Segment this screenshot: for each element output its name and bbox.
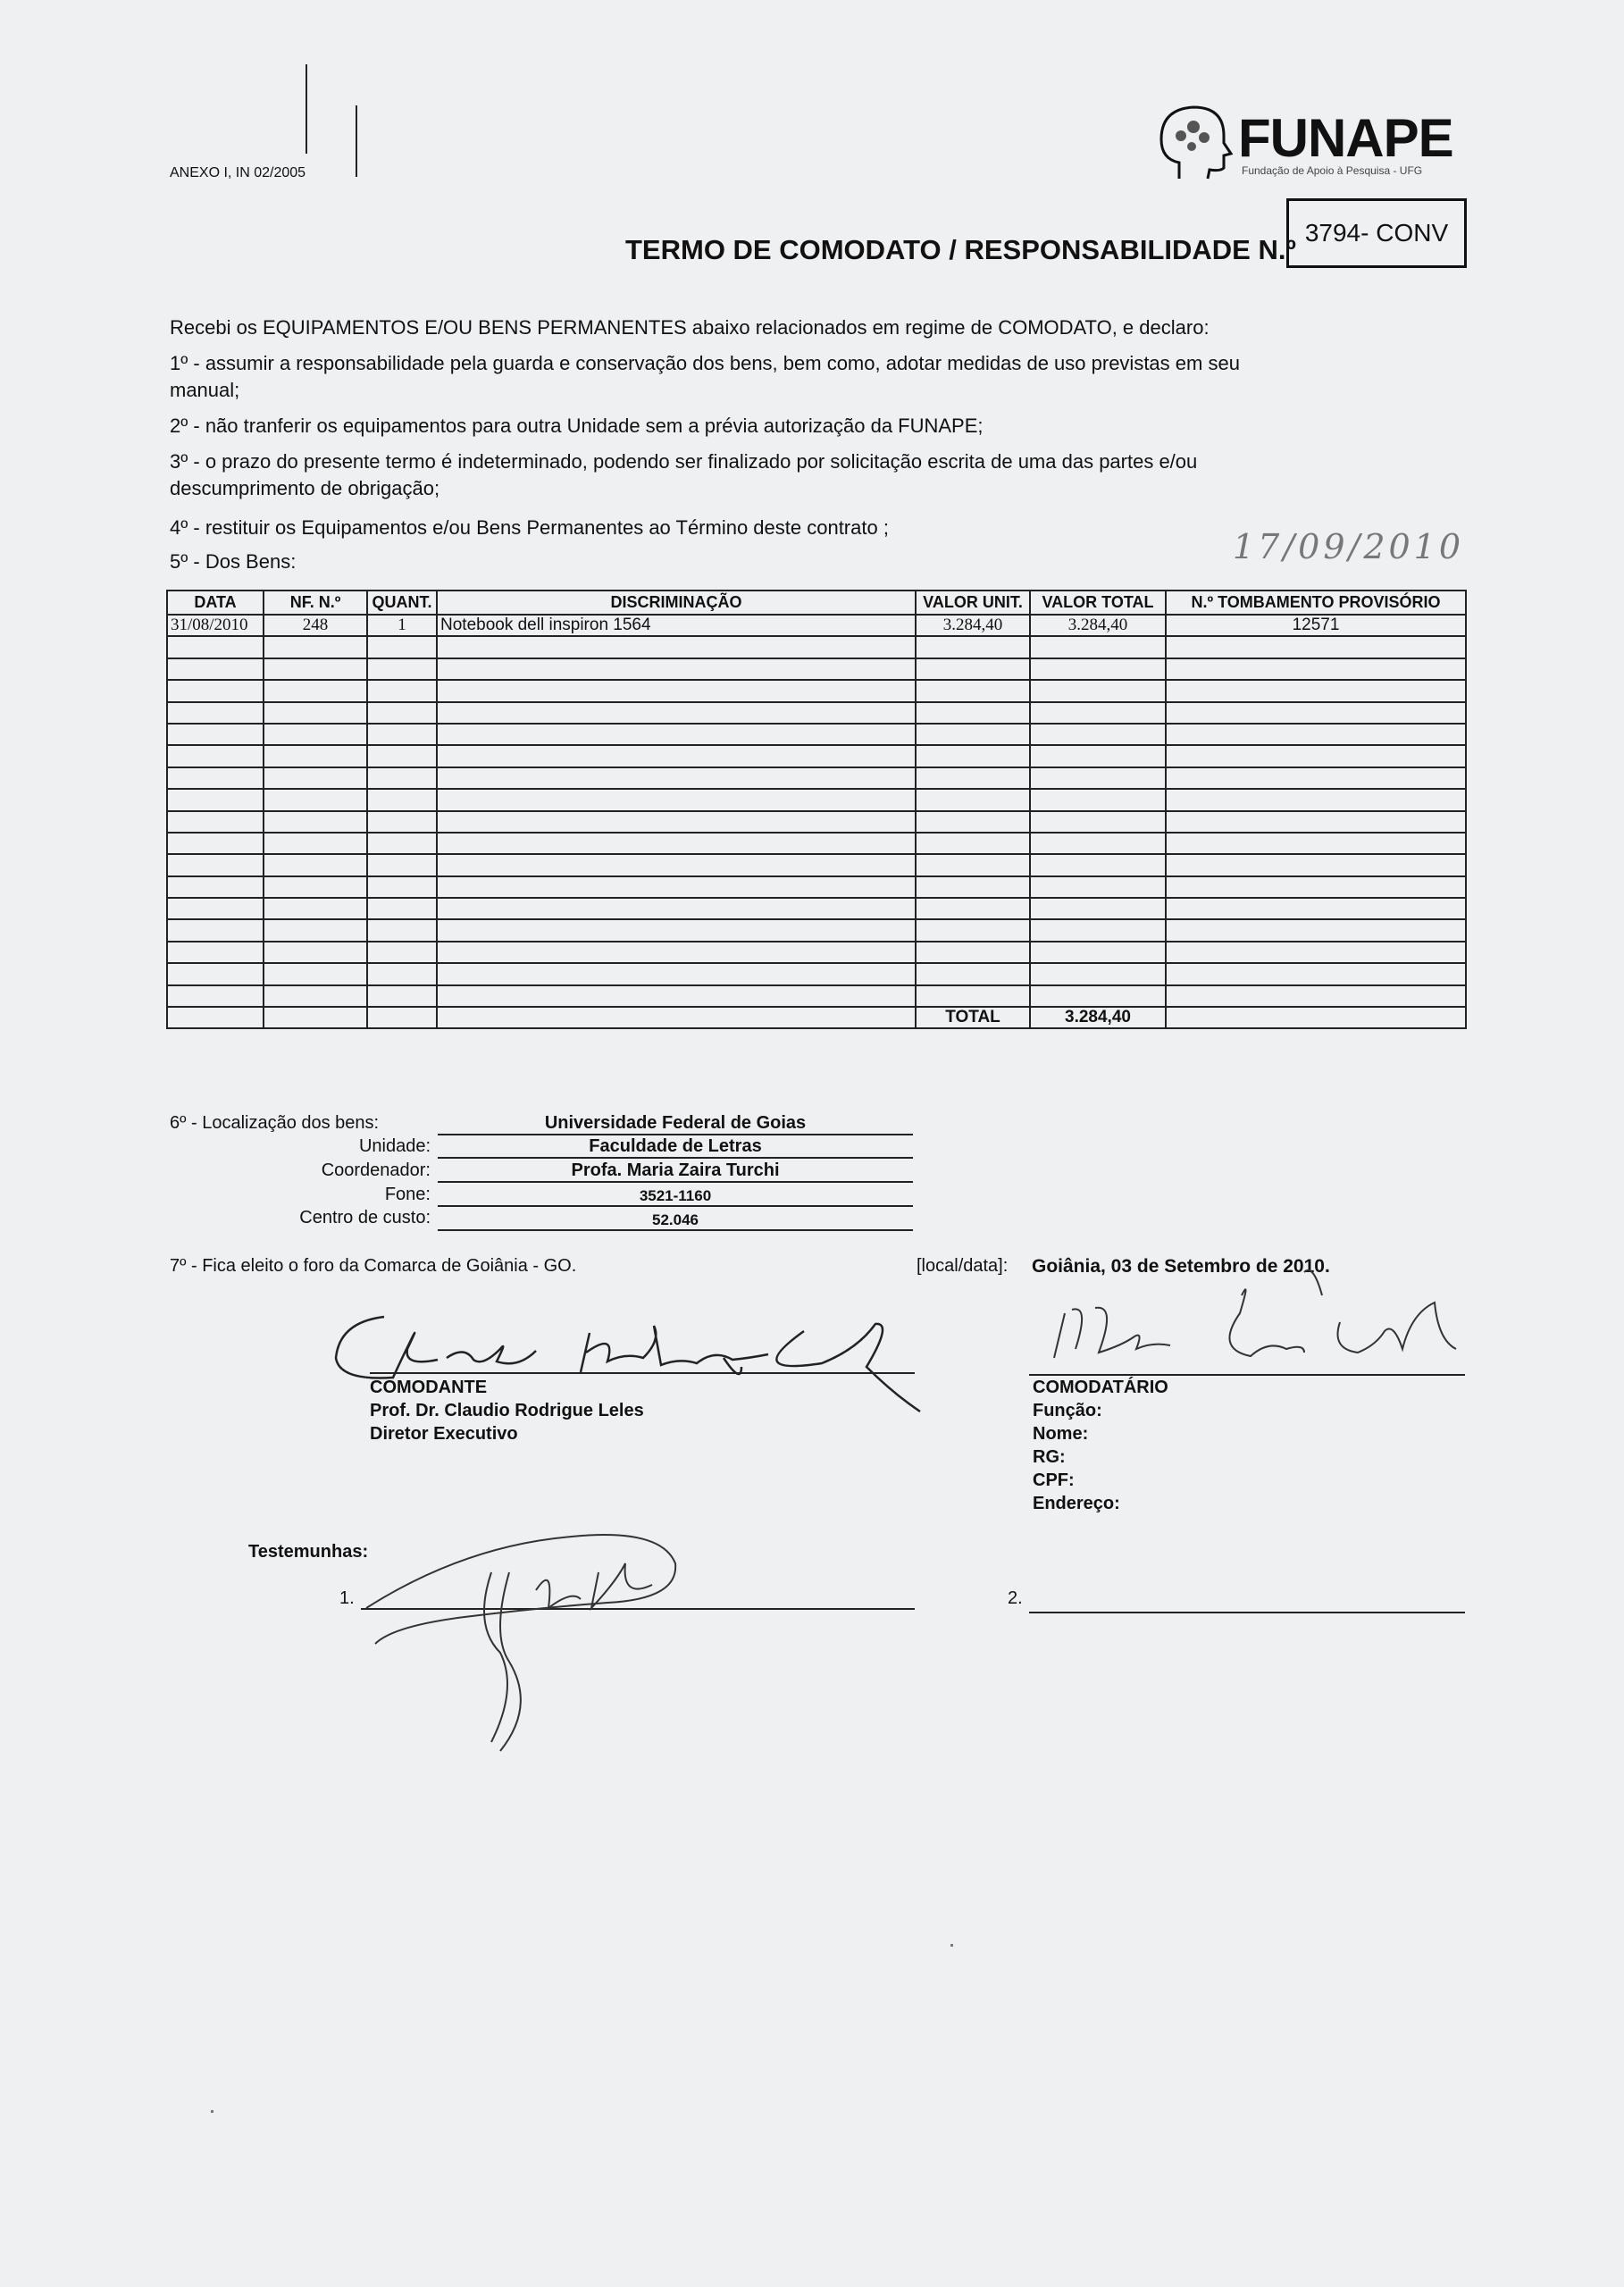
table-header-row	[167, 591, 1466, 615]
empty-cell	[1030, 876, 1166, 898]
empty-cell	[367, 789, 437, 810]
cell-unit-value: 3.284,40	[916, 615, 1030, 636]
scan-mark	[306, 64, 307, 154]
term-number: 3794- CONV	[1286, 198, 1467, 268]
empty-cell	[1166, 1007, 1466, 1028]
location-value: Universidade Federal de Goias	[438, 1113, 913, 1135]
empty-cell	[437, 942, 916, 963]
col-header-unit-value: VALOR UNIT.	[916, 591, 1030, 615]
items-table	[166, 590, 1467, 1029]
clause-4: 4º - restituir os Equipamentos e/ou Bens Permanentes ao Término deste contrato ;	[170, 516, 889, 539]
witness-2-label: 2.	[1008, 1588, 1023, 1608]
empty-cell	[437, 833, 916, 854]
comodatario-nome-label: Nome:	[1033, 1424, 1089, 1444]
empty-cell	[167, 658, 264, 680]
comodatario-rg-label: RG:	[1033, 1447, 1066, 1467]
empty-cell	[916, 724, 1030, 745]
comodante-name: Prof. Dr. Claudio Rodrigue Leles	[370, 1401, 644, 1420]
empty-cell	[916, 767, 1030, 789]
table-row-empty	[167, 811, 1466, 833]
empty-cell	[916, 854, 1030, 875]
table-row	[167, 615, 1466, 636]
empty-cell	[916, 702, 1030, 724]
empty-cell	[1030, 724, 1166, 745]
empty-cell	[437, 876, 916, 898]
empty-cell	[1166, 898, 1466, 919]
empty-cell	[1030, 811, 1166, 833]
empty-cell	[367, 898, 437, 919]
empty-cell	[367, 680, 437, 701]
empty-cell	[1030, 833, 1166, 854]
witness-1-label: 1.	[339, 1588, 355, 1608]
cost-center-value: 52.046	[438, 1211, 913, 1231]
empty-cell	[437, 919, 916, 941]
comodatario-endereco-label: Endereço:	[1033, 1494, 1120, 1513]
empty-cell	[167, 854, 264, 875]
empty-cell	[437, 658, 916, 680]
handwritten-date: 17/09/2010	[1233, 527, 1465, 566]
empty-cell	[437, 789, 916, 810]
empty-cell	[167, 833, 264, 854]
empty-cell	[367, 767, 437, 789]
empty-cell	[1166, 702, 1466, 724]
empty-cell	[167, 680, 264, 701]
empty-cell	[437, 898, 916, 919]
empty-cell	[1166, 942, 1466, 963]
empty-cell	[264, 833, 367, 854]
cost-center-label: Centro de custo:	[299, 1208, 431, 1227]
total-label: TOTAL	[916, 1007, 1030, 1028]
empty-cell	[167, 985, 264, 1007]
empty-cell	[437, 963, 916, 984]
witness-signature-icon	[357, 1510, 697, 1760]
phone-value: 3521-1160	[438, 1187, 913, 1207]
empty-cell	[916, 898, 1030, 919]
cell-description: Notebook dell inspiron 1564	[437, 615, 916, 636]
table-row-empty	[167, 898, 1466, 919]
table-row-empty	[167, 833, 1466, 854]
empty-cell	[264, 985, 367, 1007]
empty-cell	[367, 1007, 437, 1028]
comodatario-cpf-label: CPF:	[1033, 1470, 1075, 1490]
empty-cell	[437, 724, 916, 745]
empty-cell	[264, 942, 367, 963]
table-row-empty	[167, 876, 1466, 898]
empty-cell	[916, 811, 1030, 833]
table-row-empty	[167, 767, 1466, 789]
empty-cell	[367, 745, 437, 767]
empty-cell	[1166, 919, 1466, 941]
empty-cell	[167, 942, 264, 963]
clause-1: 1º - assumir a responsabilidade pela guarda e conservação dos bens, bem como, adotar medidas de uso previstas em seu manual;	[170, 352, 1240, 401]
empty-cell	[167, 789, 264, 810]
intro-text: Recebi os EQUIPAMENTOS E/OU BENS PERMANENTES abaixo relacionados em regime de COMODATO, e declaro:	[170, 316, 1210, 339]
empty-cell	[1166, 767, 1466, 789]
empty-cell	[167, 745, 264, 767]
place-date-value: Goiânia, 03 de Setembro de 2010.	[1032, 1256, 1330, 1277]
empty-cell	[167, 702, 264, 724]
empty-cell	[1166, 658, 1466, 680]
place-date-label: [local/data]:	[917, 1256, 1009, 1276]
empty-cell	[167, 724, 264, 745]
empty-cell	[367, 963, 437, 984]
empty-cell	[1166, 876, 1466, 898]
empty-cell	[437, 811, 916, 833]
empty-cell	[367, 985, 437, 1007]
empty-cell	[437, 854, 916, 875]
table-row-empty	[167, 658, 1466, 680]
table-row-empty	[167, 680, 1466, 701]
head-logo-icon	[1152, 96, 1233, 186]
empty-cell	[1030, 636, 1166, 658]
empty-cell	[1166, 985, 1466, 1007]
empty-cell	[264, 702, 367, 724]
empty-cell	[1030, 658, 1166, 680]
unit-label: Unidade:	[358, 1136, 431, 1156]
clause-3: 3º - o prazo do presente termo é indeterminado, podendo ser finalizado por solicitação escrita de uma das partes e/ou descumprimento de obrigação;	[170, 450, 1198, 499]
comodante-title: Diretor Executivo	[370, 1424, 518, 1444]
cell-tombamento: 12571	[1166, 615, 1466, 636]
table-row-empty	[167, 854, 1466, 875]
witness-2-line	[1029, 1612, 1465, 1613]
comodante-role: COMODANTE	[370, 1378, 488, 1397]
coordinator-value: Profa. Maria Zaira Turchi	[438, 1160, 913, 1183]
empty-cell	[367, 942, 437, 963]
cell-qty: 1	[367, 615, 437, 636]
table-row-empty	[167, 942, 1466, 963]
empty-cell	[437, 985, 916, 1007]
funape-logo	[1152, 96, 1456, 186]
empty-cell	[1030, 919, 1166, 941]
empty-cell	[916, 985, 1030, 1007]
empty-cell	[264, 854, 367, 875]
cell-date: 31/08/2010	[167, 615, 264, 636]
empty-cell	[264, 876, 367, 898]
empty-cell	[1030, 680, 1166, 701]
coordinator-label: Coordenador:	[321, 1160, 431, 1180]
comodatario-signature-icon	[1036, 1260, 1465, 1376]
empty-cell	[916, 745, 1030, 767]
logo-name: FUNAPE	[1238, 108, 1453, 168]
document-title: TERMO DE COMODATO / RESPONSABILIDADE N.º	[625, 234, 1296, 265]
comodatario-funcao-label: Função:	[1033, 1401, 1102, 1420]
clause-2: 2º - não tranferir os equipamentos para outra Unidade sem a prévia autorização da FUNAPE;	[170, 415, 984, 437]
empty-cell	[437, 702, 916, 724]
empty-cell	[1166, 724, 1466, 745]
empty-cell	[916, 789, 1030, 810]
unit-value: Faculdade de Letras	[438, 1136, 913, 1159]
empty-cell	[916, 963, 1030, 984]
empty-cell	[367, 636, 437, 658]
empty-cell	[1166, 680, 1466, 701]
table-row-empty	[167, 636, 1466, 658]
empty-cell	[1166, 789, 1466, 810]
table-row-empty	[167, 963, 1466, 984]
empty-cell	[264, 745, 367, 767]
empty-cell	[916, 636, 1030, 658]
empty-cell	[1030, 767, 1166, 789]
empty-cell	[1030, 898, 1166, 919]
empty-cell	[437, 680, 916, 701]
empty-cell	[264, 767, 367, 789]
empty-cell	[1030, 854, 1166, 875]
empty-cell	[1030, 702, 1166, 724]
forum-clause: 7º - Fica eleito o foro da Comarca de Goiânia - GO.	[170, 1256, 577, 1276]
empty-cell	[167, 919, 264, 941]
comodatario-role: COMODATÁRIO	[1033, 1378, 1168, 1397]
empty-cell	[367, 919, 437, 941]
empty-cell	[437, 745, 916, 767]
empty-cell	[367, 811, 437, 833]
table-row-empty	[167, 724, 1466, 745]
empty-cell	[264, 898, 367, 919]
empty-cell	[916, 833, 1030, 854]
clause-5: 5º - Dos Bens:	[170, 550, 297, 573]
empty-cell	[367, 833, 437, 854]
empty-cell	[1030, 745, 1166, 767]
empty-cell	[167, 636, 264, 658]
empty-cell	[264, 658, 367, 680]
total-row	[167, 1007, 1466, 1028]
empty-cell	[367, 876, 437, 898]
col-header-date: DATA	[167, 591, 264, 615]
empty-cell	[1030, 942, 1166, 963]
annex-label: ANEXO I, IN 02/2005	[170, 165, 306, 180]
empty-cell	[916, 876, 1030, 898]
empty-cell	[1166, 963, 1466, 984]
empty-cell	[367, 854, 437, 875]
empty-cell	[437, 767, 916, 789]
col-header-total-value: VALOR TOTAL	[1030, 591, 1166, 615]
empty-cell	[264, 789, 367, 810]
location-label: 6º - Localização dos bens:	[170, 1113, 380, 1133]
empty-cell	[367, 724, 437, 745]
empty-cell	[916, 680, 1030, 701]
empty-cell	[264, 963, 367, 984]
table-row-empty	[167, 985, 1466, 1007]
scan-mark	[356, 105, 357, 177]
empty-cell	[264, 919, 367, 941]
empty-cell	[437, 1007, 916, 1028]
empty-cell	[1166, 811, 1466, 833]
empty-cell	[167, 1007, 264, 1028]
empty-cell	[1030, 985, 1166, 1007]
cell-nf: 248	[264, 615, 367, 636]
empty-cell	[1166, 636, 1466, 658]
empty-cell	[1030, 963, 1166, 984]
total-value: 3.284,40	[1030, 1007, 1166, 1028]
col-header-qty: QUANT.	[367, 591, 437, 615]
empty-cell	[167, 898, 264, 919]
empty-cell	[264, 636, 367, 658]
empty-cell	[264, 680, 367, 701]
table-row-empty	[167, 702, 1466, 724]
empty-cell	[264, 811, 367, 833]
phone-label: Fone:	[384, 1185, 431, 1204]
empty-cell	[367, 658, 437, 680]
scan-speck	[950, 1944, 953, 1947]
empty-cell	[437, 636, 916, 658]
witnesses-label: Testemunhas:	[248, 1542, 369, 1562]
empty-cell	[1030, 789, 1166, 810]
empty-cell	[264, 724, 367, 745]
col-header-nf: NF. N.º	[264, 591, 367, 615]
table-row-empty	[167, 745, 1466, 767]
empty-cell	[916, 942, 1030, 963]
col-header-tombamento: N.º TOMBAMENTO PROVISÓRIO	[1166, 591, 1466, 615]
empty-cell	[167, 811, 264, 833]
table-row-empty	[167, 919, 1466, 941]
col-header-description: DISCRIMINAÇÃO	[437, 591, 916, 615]
empty-cell	[916, 658, 1030, 680]
table-row-empty	[167, 789, 1466, 810]
empty-cell	[167, 767, 264, 789]
empty-cell	[264, 1007, 367, 1028]
empty-cell	[1166, 854, 1466, 875]
empty-cell	[167, 876, 264, 898]
empty-cell	[167, 963, 264, 984]
scan-speck	[211, 2110, 213, 2113]
cell-total-value: 3.284,40	[1030, 615, 1166, 636]
empty-cell	[1166, 833, 1466, 854]
empty-cell	[916, 919, 1030, 941]
logo-subtitle: Fundação de Apoio à Pesquisa - UFG	[1242, 164, 1423, 177]
empty-cell	[1166, 745, 1466, 767]
empty-cell	[367, 702, 437, 724]
